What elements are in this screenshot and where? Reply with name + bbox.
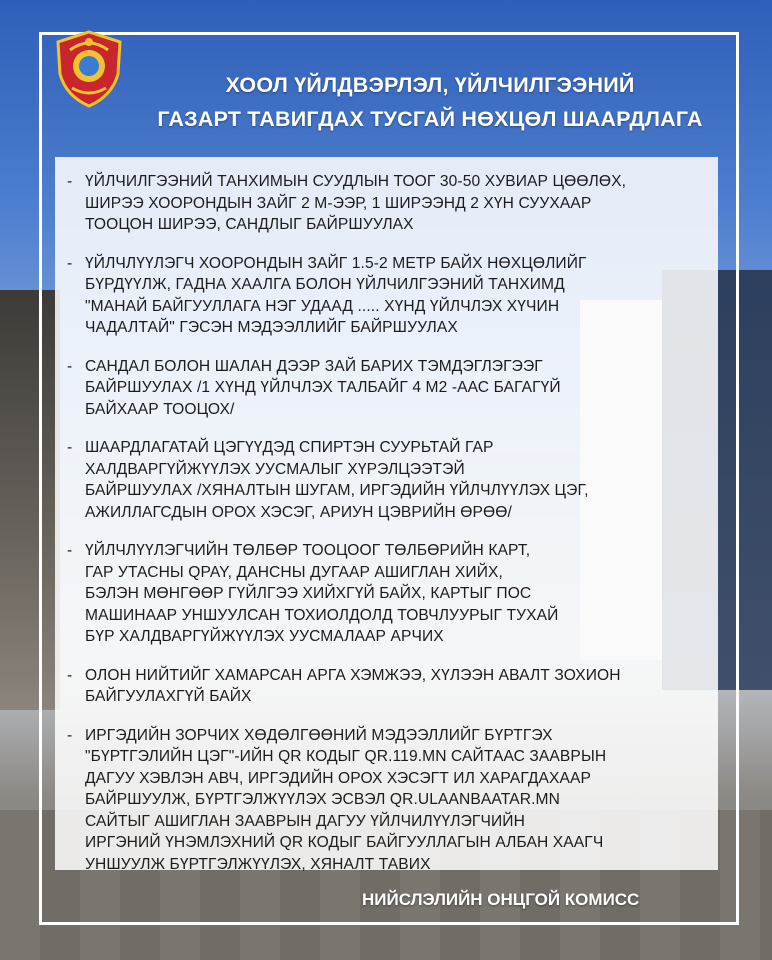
list-line: ИРГЭДИЙН ЗОРЧИХ ХӨДӨЛГӨӨНИЙ МЭДЭЭЛЛИЙГ БҮРТГЭХ [85, 726, 553, 744]
list-item [67, 540, 707, 648]
list-line: "МАНАЙ БАЙГУУЛЛАГА НЭГ УДААД ..... ХҮНД ҮЙЛЧЛЭХ ХҮЧИН [85, 297, 560, 315]
list-line: САНДАЛ БОЛОН ШАЛАН ДЭЭР ЗАЙ БАРИХ ТЭМДЭГЛЭГЭЭГ [85, 357, 543, 375]
list-line: ҮЙЛЧИЛГЭЭНИЙ ТАНХИМЫН СУУДЛЫН ТООГ 30-50 ХУВИАР ЦӨӨЛӨХ, [85, 173, 627, 190]
list-line: БАЙРШУУЛЖ, БҮРТГЭЛЖҮҮЛЭХ ЭСВЭЛ QR.ULAANBAATAR.MN [85, 791, 560, 808]
list-item [67, 356, 707, 421]
list-item [67, 437, 707, 523]
list-bullet: - [67, 173, 73, 190]
list-line: БҮР ХАЛДВАРГҮЙЖҮҮЛЭХ УУСМАЛААР АРЧИХ [85, 628, 444, 645]
list-line: ҮЙЛЧЛҮҮЛЭГЧИЙН ТӨЛБӨР ТООЦООГ ТӨЛБӨРИЙН КАРТ, [85, 542, 531, 559]
list-bullet: - [67, 439, 73, 456]
list-line: ТООЦОН ШИРЭЭ, САНДЛЫГ БАЙРШУУЛАХ [85, 216, 414, 233]
list-line: БАЙРШУУЛАХ /1 ХҮНД ҮЙЛЧЛЭХ ТАЛБАЙГ 4 М2 -ААС БАГАГҮЙ [85, 379, 561, 396]
page-title [110, 68, 750, 136]
list-item [67, 253, 707, 339]
list-item [67, 725, 707, 876]
list-line: ХАЛДВАРГҮЙЖҮҮЛЭХ УУСМАЛЫГ ХҮРЭЛЦЭЭТЭЙ [85, 460, 465, 478]
list-bullet: - [67, 254, 73, 272]
list-bullet: - [67, 542, 73, 559]
requirements-list [67, 171, 707, 875]
list-line: ГАР УТАСНЫ QPAY, ДАНСНЫ ДУГААР АШИГЛАН ХИЙХ, [85, 563, 503, 581]
list-bullet: - [67, 666, 73, 684]
list-line: ҮЙЛЧЛҮҮЛЭГЧ ХООРОНДЫН ЗАЙГ 1.5-2 МЕТР БАЙХ НӨХЦӨЛИЙГ [85, 254, 587, 272]
list-line: ШИРЭЭ ХООРОНДЫН ЗАЙГ 2 М-ЭЭР, 1 ШИРЭЭНД 2 ХҮН СУУХААР [85, 194, 592, 212]
list-line: БАЙГУУЛАХГҮЙ БАЙХ [85, 688, 252, 705]
list-line: МАШИНААР УНШУУЛСАН ТОХИОЛДОЛД ТОВЧЛУУРЫГ ТУХАЙ [85, 606, 559, 624]
list-line: БЭЛЭН МӨНГӨӨР ГҮЙЛГЭЭ ХИЙХГҮЙ БАЙХ, КАРТЫГ ПОС [85, 585, 532, 602]
list-line: ЧАДАЛТАЙ" ГЭСЭН МЭДЭЭЛЛИЙГ БАЙРШУУЛАХ [85, 319, 458, 336]
list-line: УНШУУЛЖ БҮРТГЭЛЖҮҮЛЭХ, ХЯНАЛТ ТАВИХ [85, 855, 431, 873]
list-bullet: - [67, 357, 73, 375]
list-line: БҮРДҮҮЛЖ, ГАДНА ХААЛГА БОЛОН ҮЙЛЧИЛГЭЭНИЙ ТАНХИМД [85, 276, 565, 293]
list-line: САЙТЫГ АШИГЛАН ЗААВРЫН ДАГУУ ҮЙЛЧИЛҮҮЛЭГЧИЙН [85, 812, 525, 830]
title-line-1: ХООЛ ҮЙЛДВЭРЛЭЛ, ҮЙЛЧИЛГЭЭНИЙ [225, 73, 635, 97]
list-line: АЖИЛЛАГСДЫН ОРОХ ХЭСЭГ, АРИУН ЦЭВРИЙН ӨРӨӨ/ [85, 503, 512, 521]
list-line: ИРГЭНИЙ ҮНЭМЛЭХНИЙ QR КОДЫГ БАЙГУУЛЛАГЫН АЛБАН ХААГЧ [85, 834, 604, 851]
list-bullet: - [67, 726, 73, 744]
list-line: ШААРДЛАГАТАЙ ЦЭГҮҮДЭД СПИРТЭН СУУРЬТАЙ ГАР [85, 439, 494, 456]
list-line: БАЙРШУУЛАХ /ХЯНАЛТЫН ШУГАМ, ИРГЭДИЙН ҮЙЛЧЛҮҮЛЭХ ЦЭГ, [85, 482, 589, 499]
list-line: ДАГУУ ХЭВЛЭН АВЧ, ИРГЭДИЙН ОРОХ ХЭСЭГТ ИЛ ХАРАГДАХААР [85, 769, 591, 787]
list-item [67, 665, 707, 708]
list-item [67, 171, 707, 236]
list-line: "БҮРТГЭЛИЙН ЦЭГ"-ИЙН QR КОДЫГ QR.119.MN САЙТААС ЗААВРЫН [85, 748, 607, 765]
title-line-2: ГАЗАРТ ТАВИГДАХ ТУСГАЙ НӨХЦӨЛ ШААРДЛАГА [157, 107, 703, 131]
footer-signature: НИЙСЛЭЛИЙН ОНЦГОЙ КОМИСС [362, 890, 640, 909]
list-line: БАЙХААР ТООЦОХ/ [85, 400, 235, 418]
list-line: ОЛОН НИЙТИЙГ ХАМАРСАН АРГА ХЭМЖЭЭ, ХҮЛЭЭН АВАЛТ ЗОХИОН [85, 666, 621, 684]
